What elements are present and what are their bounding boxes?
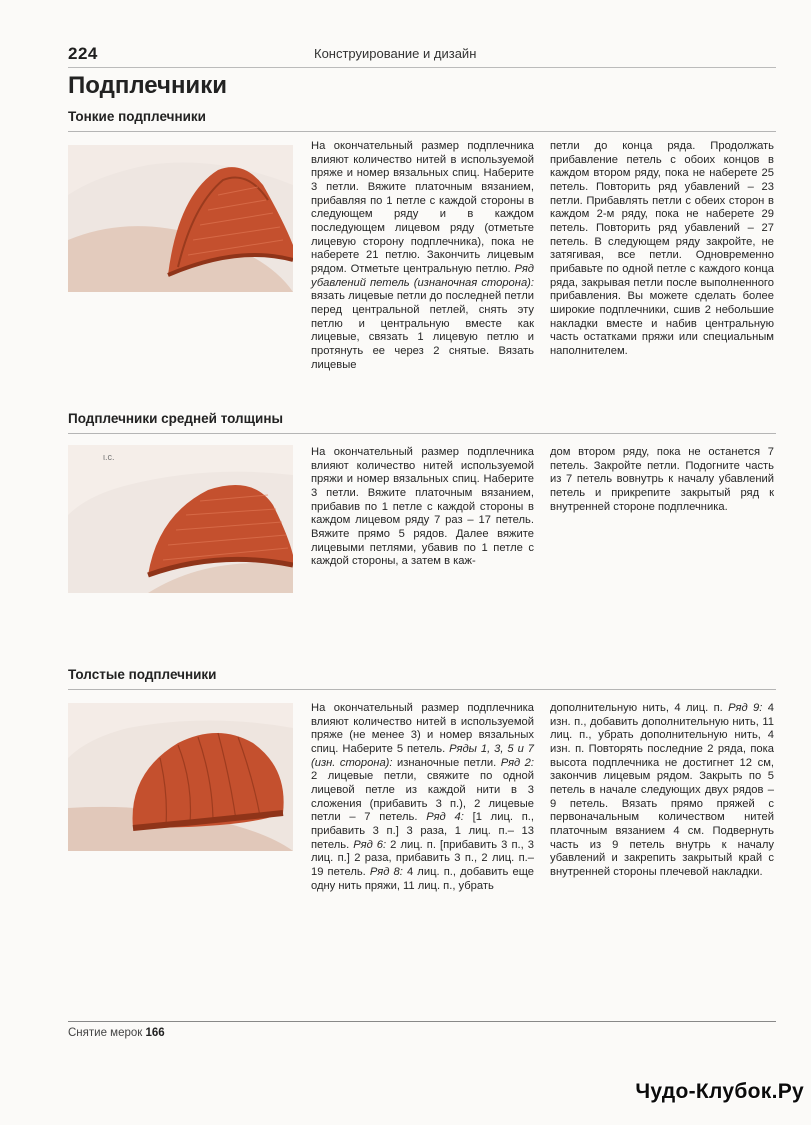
- thick-shoulder-pad-photo: [68, 703, 293, 851]
- thin-text-left: На окончательный размер подплечника влияют количество нитей в используемой пряже и номер вязальных спиц. Наберите 3 петли. Вяжите платочным вязанием, прибавляя по 1 петле с каждой стороны в следующем ряду и в каждом последующем лицевом ряду (отметьте лицевую сторону подплечника), пока не наберете 21 петлю. Закончить лицевым рядом. Отметьте центральную петлю. Ряд убавлений петель (изнаночная сторона): вязать лицевые петли до последней петли перед центральной петлей, снять эту петлю и центральную вместе как лицевые, связать 1 лицевую петлю и протянуть ее через 2 снятые. Вязать лицевые: [311, 140, 534, 371]
- thin-shoulder-pad-photo: [68, 145, 293, 292]
- medium-text-right: дом втором ряду, пока не останется 7 петель. Закройте петли. Подогните часть из 7 петель вовнутрь к началу убавлений петель и прикрепите закрытый ряд к внутренней стороне подплечника.: [550, 446, 774, 513]
- section-divider: [68, 689, 776, 690]
- page-title: Подплечники: [68, 72, 227, 99]
- footer: [68, 1027, 165, 1039]
- thick-text-right: дополнительную нить, 4 лиц. п. Ряд 9: 4 изн. п., добавить дополнительную нить, 11 лиц. п., убрать дополнительную нить, 4 изн. п. Повторять последние 2 ряда, пока высота подплечника не достигнет 12 см, закончив лицевым рядом. Закрыть по 5 петель в начале следующих двух рядов – 9 петель. Вязать прямо пряжей с первоначальным количеством нитей платочным вязанием 4 см. Подвернуть часть из 9 петель внутрь к началу убавлений и закрепить закрытый край с внутренней стороны плечевой накладки.: [550, 702, 774, 878]
- running-head: Конструирование и дизайн: [314, 46, 477, 61]
- svg-text:ι.c.: ι.c.: [103, 452, 115, 462]
- footer-label: Снятие мерок: [68, 1027, 143, 1039]
- section-divider: [68, 433, 776, 434]
- medium-text-left: На окончательный размер подплечника влияют количество нитей используемой пряжи и номер вязальных спиц. Наберите 3 петли. Вяжите платочным вязанием, прибавив по 1 петле с каждой стороны в каждом лицевом ряду 7 раз – 17 петель. Вяжите прямо 5 рядов. Далее вяжите лицевыми петлями, убавив по 1 петле с каждой стороны, а затем в каж-: [311, 446, 534, 568]
- thin-text-right: петли до конца ряда. Продолжать прибавление петель с обоих концов в каждом втором ряду, пока не наберете 25 петель. Повторить ряд убавлений – 23 петли. Прибавлять петли с обеих сторон в каждом 2-м ряду, пока не наберете 29 петель. Повторить ряд убавлений – 27 петель. В следующем ряду закройте, не затягивая, все петли. Одновременно прибавьте по одной петле с каждого конца ряда, закрывая петли после выполненного прибавления. Вы можете сделать более широкие подплечники, сшив 2 небольшие накладки вместе и набив центральную часть остатками пряжи или специальным наполнителем.: [550, 140, 774, 357]
- site-watermark: Чудо-Клубок.Ру: [635, 1080, 804, 1103]
- section-title-thick: Толстые подплечники: [68, 667, 217, 682]
- page-number: 224: [68, 44, 98, 63]
- section-divider: [68, 131, 776, 132]
- footer-divider: [68, 1021, 776, 1022]
- header-divider: [68, 67, 776, 68]
- medium-shoulder-pad-photo: [68, 445, 293, 593]
- footer-page-ref[interactable]: 166: [145, 1027, 165, 1039]
- thick-text-left: На окончательный размер подплечника влияют количество нитей в используемой пряже (не менее 3) и номер вязальных спиц. Наберите 5 петель. Ряды 1, 3, 5 и 7 (изн. сторона): изнаночные петли. Ряд 2: 2 лицевые петли, свяжите по одной лицевой петле из каждой нити в 3 сложения (прибавить 3 п.), 2 лицевые петли – 7 петель. Ряд 4: [1 лиц. п., прибавить 3 п.] 3 раза, 1 лиц. п.– 13 петель. Ряд 6: 2 лиц. п. [прибавить 3 п., 3 лиц. п.] 2 раза, прибавить 3 п., 2 лиц. п.– 19 петель. Ряд 8: 4 лиц. п., добавить еще одну нить пряжи, 11 лиц. п., убрать: [311, 702, 535, 892]
- section-title-thin: Тонкие подплечники: [68, 109, 206, 124]
- section-title-medium: Подплечники средней толщины: [68, 411, 283, 426]
